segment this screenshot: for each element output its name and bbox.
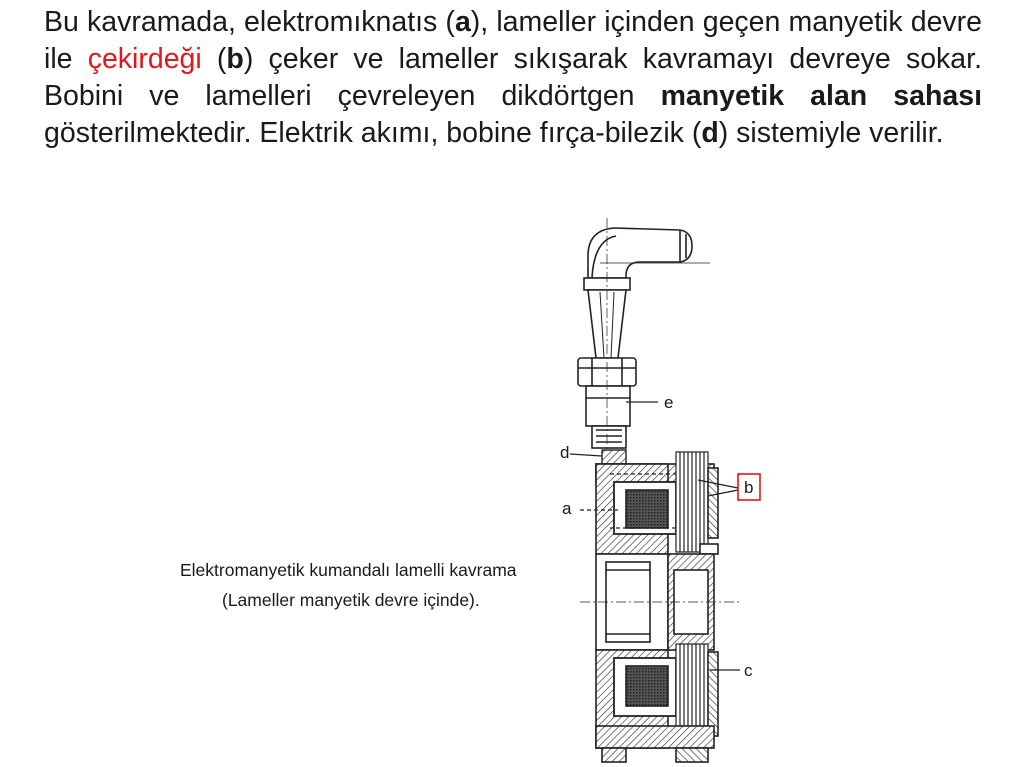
text-segment: ( [201, 43, 227, 75]
connector-plug [578, 218, 710, 478]
text-segment: ) sistemiyle verilir. [718, 117, 944, 149]
label-d: d [560, 443, 570, 462]
caption-line-1: Elektromanyetik kumandalı lamelli kavrama [180, 560, 517, 580]
label-d-bold: d [701, 117, 719, 149]
caption-line-2: (Lameller manyetik devre içinde). [222, 590, 480, 610]
magnetic-field-bold: manyetik alan sahası [660, 80, 982, 112]
text-segment: Bu kavramada, elektromıknatıs ( [44, 6, 455, 38]
label-b-bold: b [226, 43, 244, 75]
core-highlight: çekirdeği [87, 43, 202, 75]
label-c: c [744, 661, 753, 680]
diagram-caption [180, 555, 517, 615]
clutch-body [580, 452, 740, 762]
label-b: b [744, 478, 754, 497]
brush-ring [602, 450, 626, 464]
text-segment: gösterilmektedir. Elektrik akımı, bobine fırça-bilezik ( [44, 117, 702, 149]
label-a-bold: a [454, 6, 471, 38]
text-segment: ) çeker ve lameller sıkışarak kavramayı devreye sokar. Bobini ve lamelleri çevreleyen dikdörtgen [44, 43, 982, 112]
label-a: a [562, 499, 572, 518]
description-paragraph [44, 4, 982, 152]
clutch-diagram [540, 218, 810, 767]
text-segment: ), lameller içinden geçen manyetik devre ile [44, 6, 983, 75]
label-e: e [664, 393, 674, 412]
